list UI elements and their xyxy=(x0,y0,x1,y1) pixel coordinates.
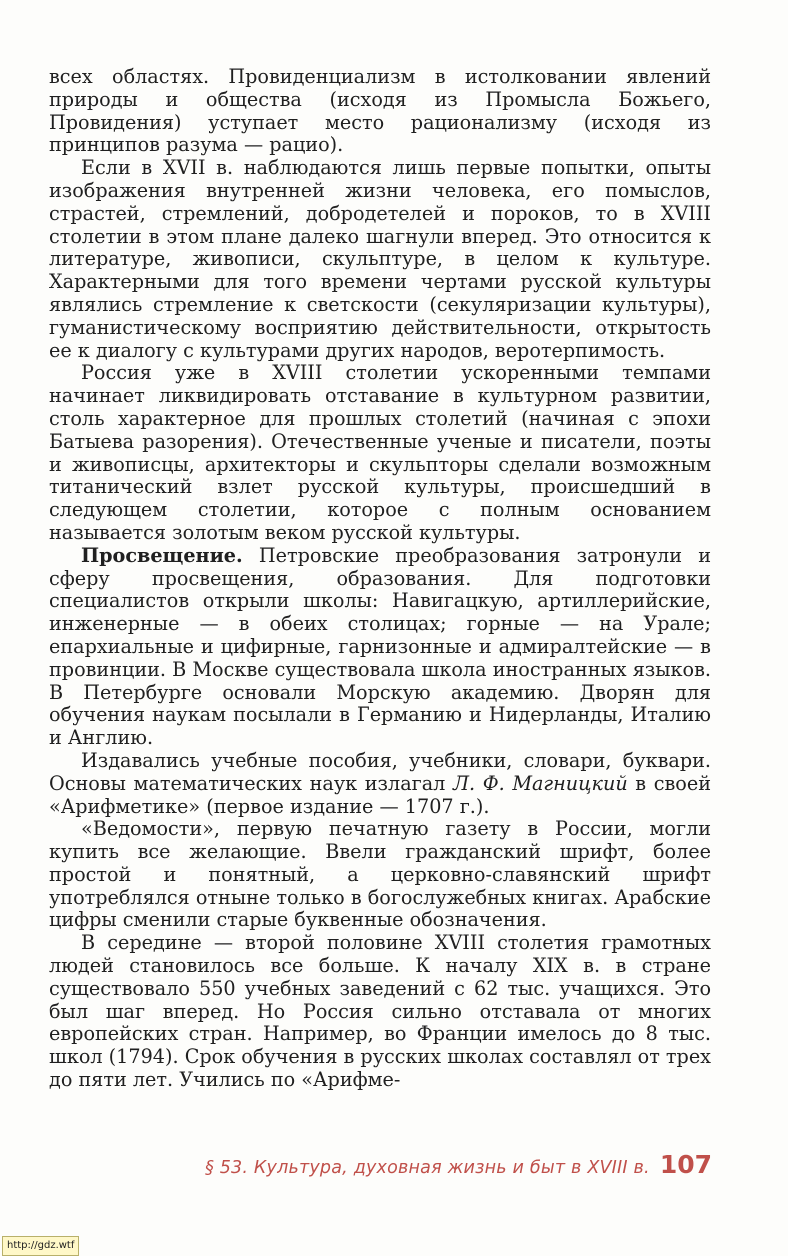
footer-section-title: § 53. Культура, духовная жизнь и быт в XVIII в. xyxy=(205,1158,650,1178)
paragraph-6-text: «Ведомости», первую печатную газету в России, могли купить все желающие. Ввели гражданский шрифт, более простой и понятный, а церковно-славянский шрифт употреблялся отныне только в богослужебных книгах. Арабские цифры сменили старые буквенные обозначения. xyxy=(49,817,711,932)
paragraph-6 xyxy=(49,818,711,932)
paragraph-7-text: В середине — второй половине XVIII столетия грамотных людей становилось все больше. К началу XIX в. в стране существовало 550 учебных заведений с 62 тыс. учащихся. Это был шаг вперед. Но Россия сильно отставала от многих европейских стран. Например, во Франции имелось до 8 тыс. школ (1794). Срок обучения в русских школах составлял от трех до пяти лет. Учились по «Арифме- xyxy=(49,931,711,1092)
paragraph-1-text: всех областях. Провиденциализм в истолковании явлений природы и общества (исходя из Промысла Божьего, Провидения) уступает место рационализму (исходя из принципов разума — рацио). xyxy=(49,65,711,157)
watermark-link[interactable]: http://gdz.wtf xyxy=(2,1236,79,1256)
paragraph-5-text-after: в своей «Арифметике» (первое издание — 1707 г.). xyxy=(49,771,711,818)
paragraph-4-text: Петровские преобразования затронули и сферу просвещения, образования. Для подготовки специалистов открыли школы: Навигацкую, артиллерийские, инженерные — в обеих столицах; горные — на Урале; епархиальные и цифирные, гарнизонные и адмиралтейские — в провинции. В Москве существовала школа иностранных языков. В Петербурге основали Морскую академию. Дворян для обучения наукам посылали в Германию и Нидерланды, Италию и Англию. xyxy=(49,543,711,750)
paragraph-1 xyxy=(49,66,711,157)
paragraph-7 xyxy=(49,932,711,1092)
paragraph-2-text: Если в XVII в. наблюдаются лишь первые попытки, опыты изображения внутренней жизни человека, его помыслов, страстей, стремлений, добродетелей и пороков, то в XVIII столетии в этом плане далеко шагнули вперед. Это относится к литературе, живописи, скульптуре, в целом к культуре. Характерными для того времени чертами русской культуры являлись стремление к светскости (секуляризации культуры), гуманистическому восприятию действительности, открытость ее к диалогу с культурами других народов, веротерпимость. xyxy=(49,156,711,362)
page-number: 107 xyxy=(659,1150,712,1179)
author-name: Л. Ф. Магницкий xyxy=(452,771,628,795)
section-heading-prosveshchenie: Просвещение. xyxy=(81,543,243,567)
paragraph-3-text: Россия уже в XVIII столетии ускоренными темпами начинает ликвидировать отставание в культурном развитии, столь характерное для прошлых столетий (начиная с эпохи Батыева разорения). Отечественные ученые и писатели, поэты и живописцы, архитекторы и скульпторы сделали возможным титанический взлет русской культуры, происшедший в следующем столетии, которое с полным основанием называется золотым веком русской культуры. xyxy=(49,361,711,544)
paragraph-2 xyxy=(49,157,711,362)
page-footer xyxy=(204,1150,712,1182)
paragraph-5 xyxy=(49,750,711,818)
paragraph-4 xyxy=(49,545,711,750)
paragraph-3 xyxy=(49,362,711,544)
paragraph-5-text-before: Издавались учебные пособия, учебники, словари, буквари. Основы математических наук излагал xyxy=(49,748,711,795)
body-text xyxy=(49,66,711,1092)
